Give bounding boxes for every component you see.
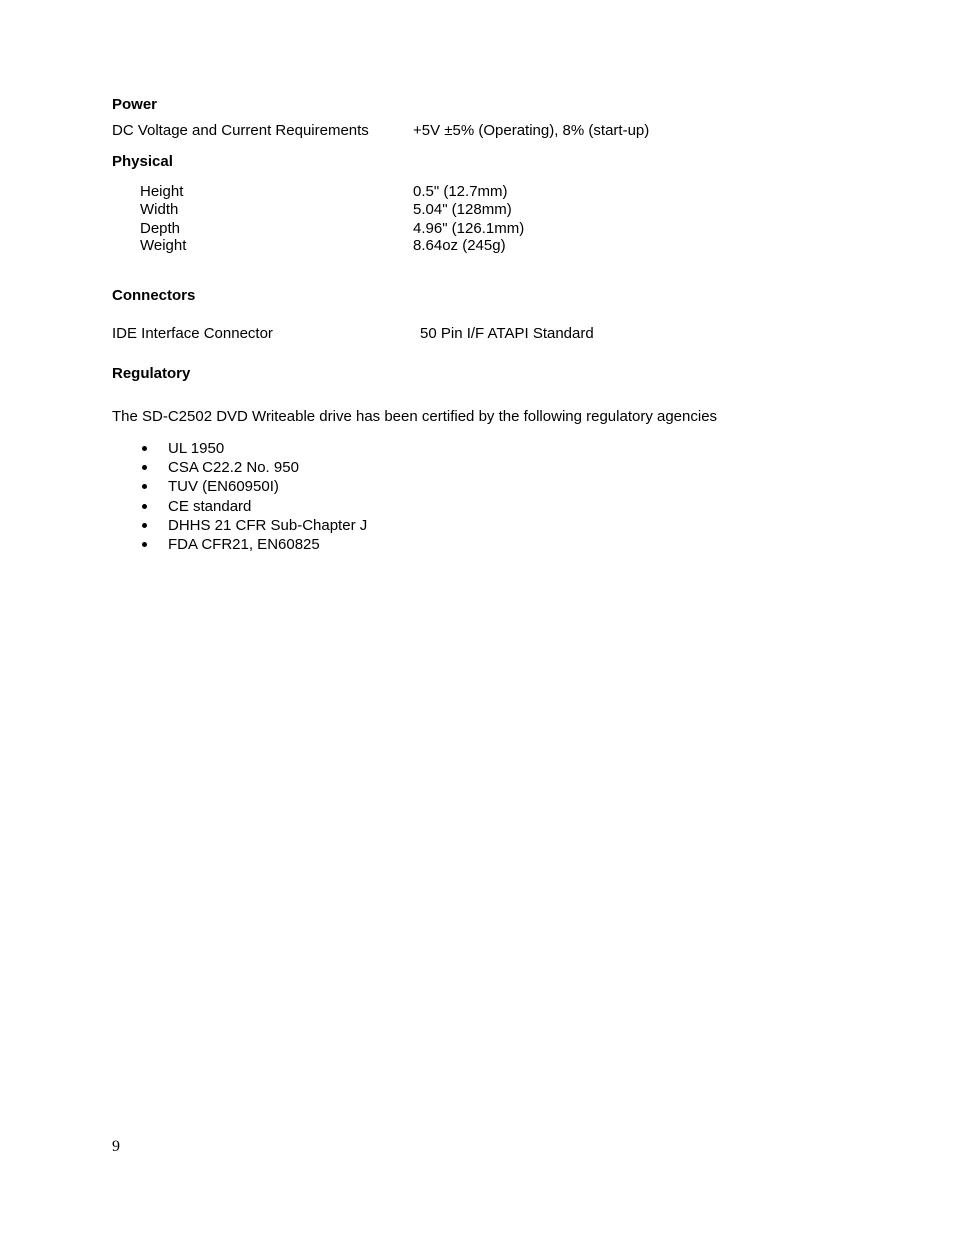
physical-value-depth: 4.96" (126.1mm)	[413, 220, 525, 237]
power-label: DC Voltage and Current Requirements	[112, 122, 369, 139]
power-heading: Power	[112, 96, 158, 113]
physical-value-weight: 8.64oz (245g)	[413, 237, 506, 254]
bullet-icon	[142, 465, 147, 470]
bullet-icon	[142, 523, 147, 528]
connectors-label: IDE Interface Connector	[112, 325, 273, 342]
list-item-text: UL 1950	[168, 440, 225, 457]
list-item-text: CE standard	[168, 498, 252, 515]
list-item-text: TUV (EN60950I)	[168, 478, 279, 495]
regulatory-heading: Regulatory	[112, 365, 191, 382]
bullet-icon	[142, 484, 147, 489]
bullet-icon	[142, 446, 147, 451]
physical-label-depth: Depth	[140, 220, 181, 237]
regulatory-intro: The SD-C2502 DVD Writeable drive has been certified by the following regulatory agencies	[112, 408, 718, 425]
physical-label-weight: Weight	[140, 237, 187, 254]
physical-value-height: 0.5" (12.7mm)	[413, 183, 508, 200]
physical-label-width: Width	[140, 201, 179, 218]
bullet-icon	[142, 542, 147, 547]
list-item-text: FDA CFR21, EN60825	[168, 536, 320, 553]
physical-value-width: 5.04" (128mm)	[413, 201, 512, 218]
physical-heading: Physical	[112, 153, 173, 170]
connectors-value: 50 Pin I/F ATAPI Standard	[420, 325, 594, 342]
page-number: 9	[112, 1138, 120, 1155]
list-item-text: DHHS 21 CFR Sub-Chapter J	[168, 517, 368, 534]
power-value: +5V ±5% (Operating), 8% (start-up)	[413, 122, 650, 139]
physical-label-height: Height	[140, 183, 184, 200]
bullet-icon	[142, 504, 147, 509]
connectors-heading: Connectors	[112, 287, 196, 304]
list-item-text: CSA C22.2 No. 950	[168, 459, 299, 476]
